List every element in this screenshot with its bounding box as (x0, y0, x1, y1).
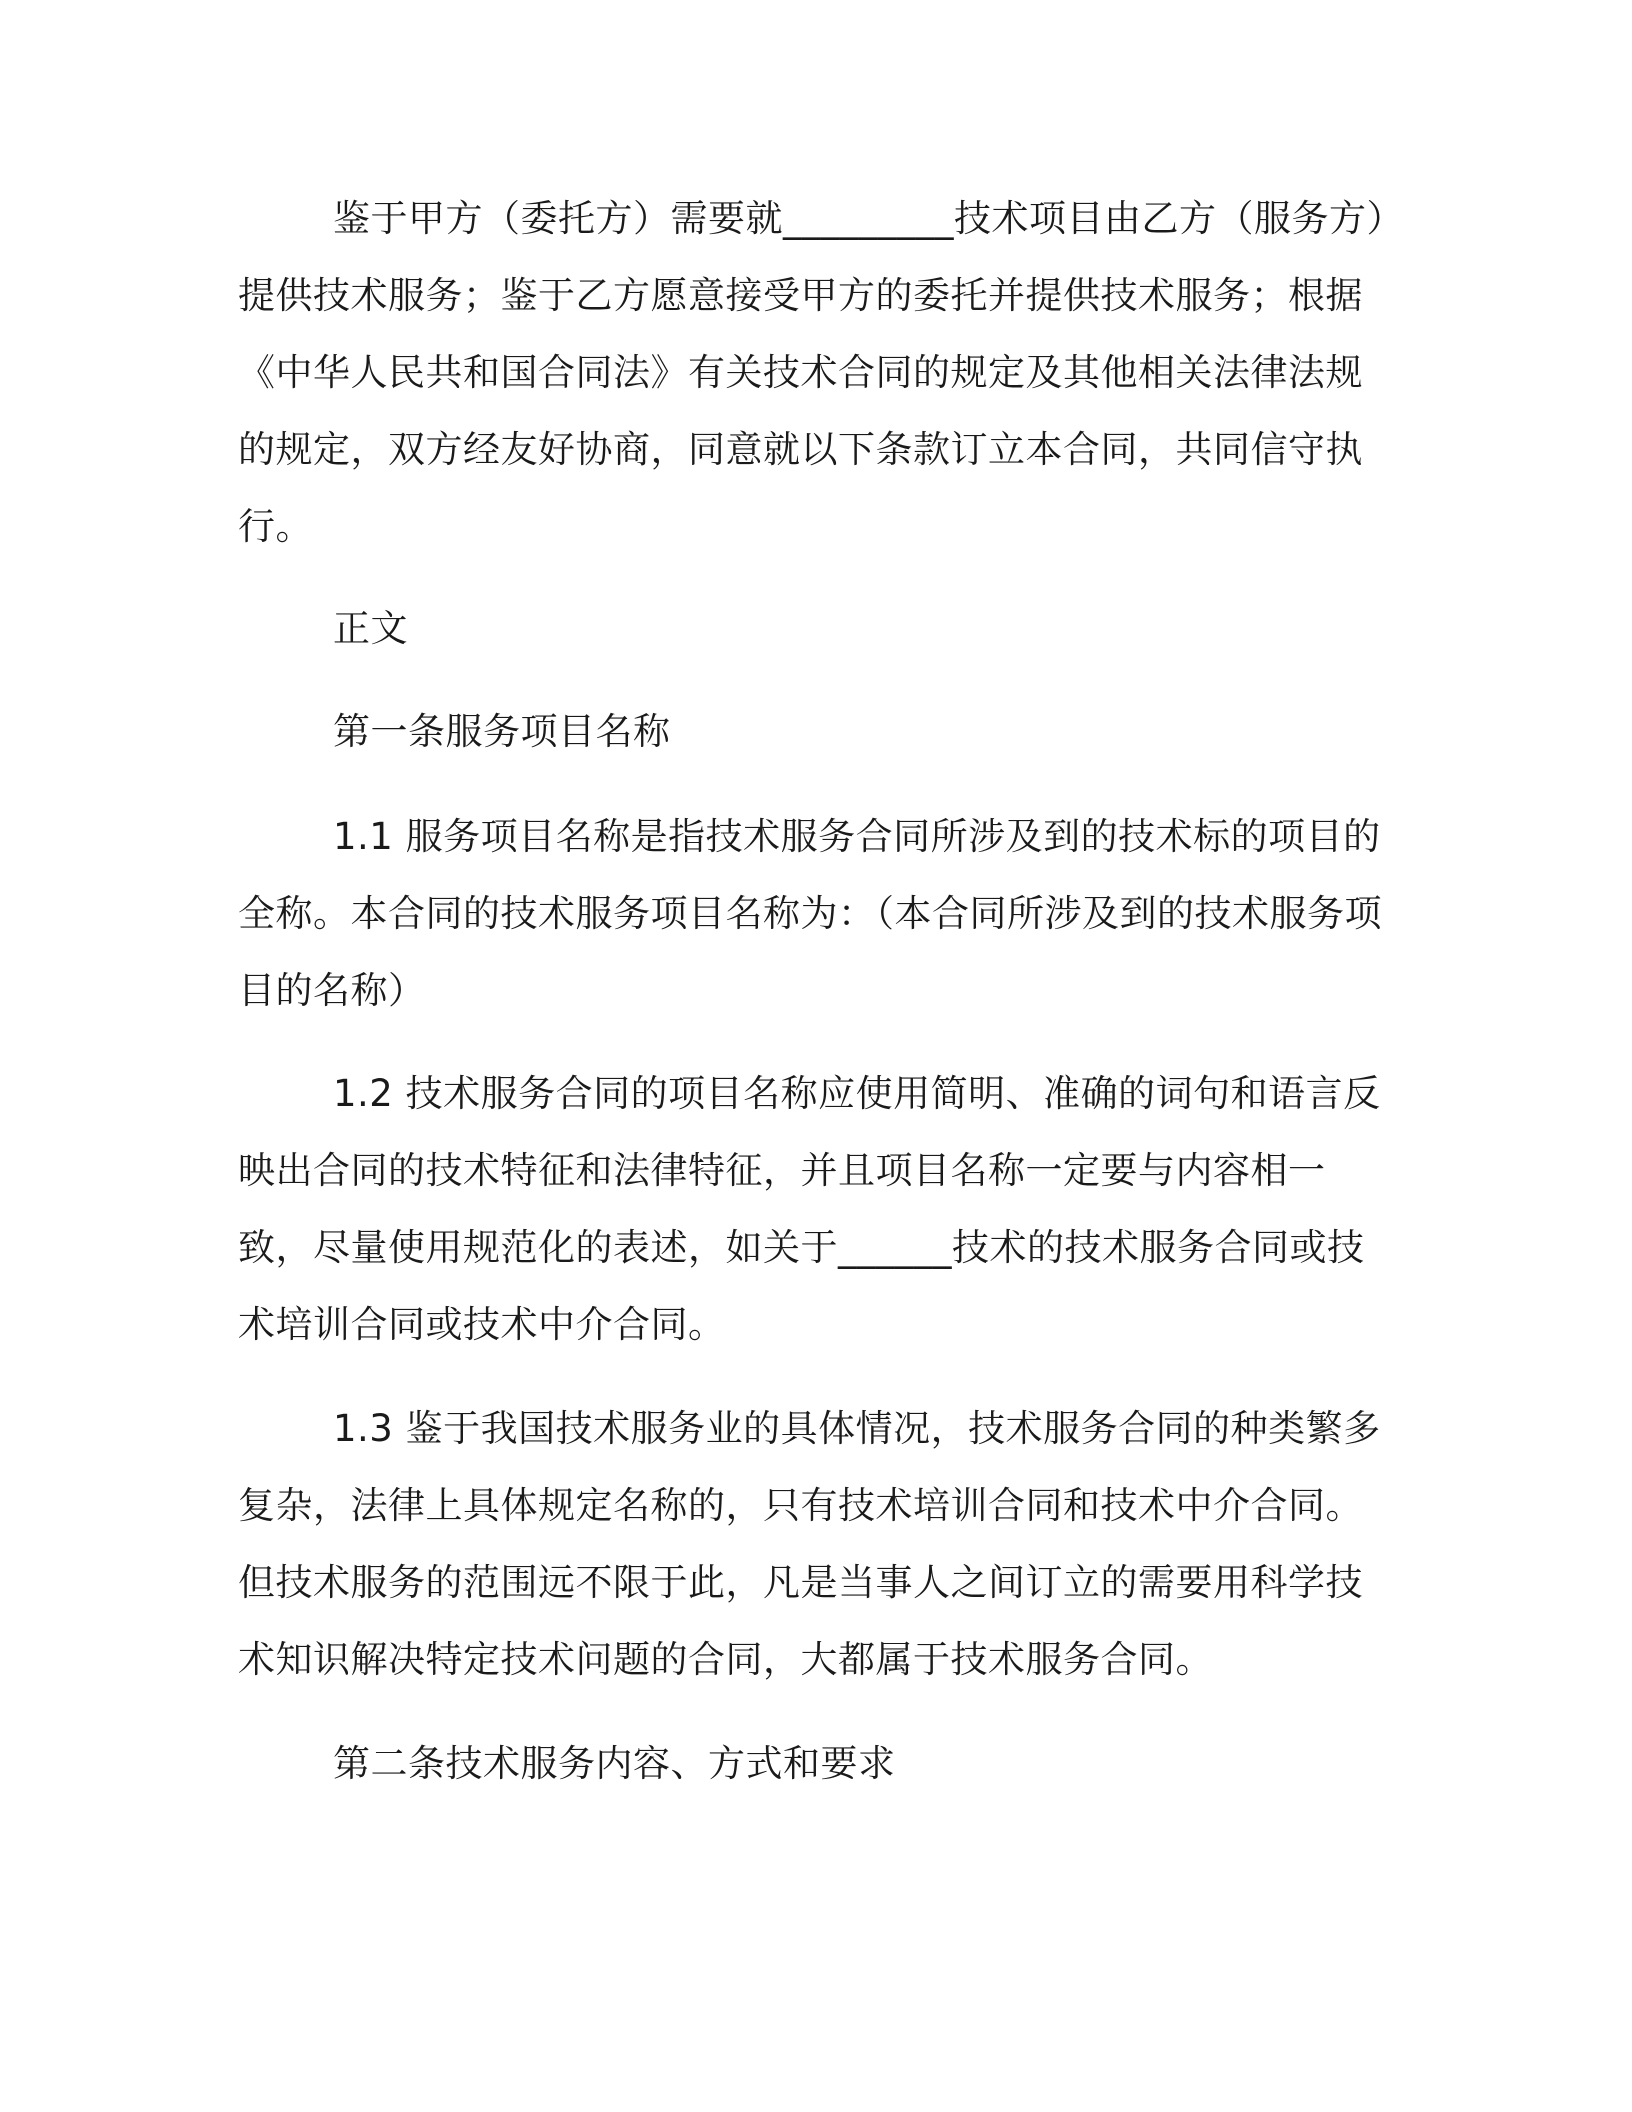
intro-paragraph: 鉴于甲方（委托方）需要就_________技术项目由乙方（服务方）提供技术服务；鉴于乙方愿意接受甲方的委托并提供技术服务；根据《中华人民共和国合同法》有关技术合同的规定及其他相关法律法规的规定，双方经友好协商，同意就以下条款订立本合同，共同信守执行。 (238, 197, 1386, 548)
clause-1-1-paragraph: 1.1 服务项目名称是指技术服务合同所涉及到的技术标的项目的全称。本合同的技术服务项目名称为：（本合同所涉及到的技术服务项目的名称） (238, 815, 1382, 1012)
body-heading: 正文 (333, 607, 408, 650)
article-2-heading: 第二条技术服务内容、方式和要求 (333, 1742, 896, 1785)
clause-1-3-paragraph: 1.3 鉴于我国技术服务业的具体情况，技术服务合同的种类繁多复杂，法律上具体规定名称的，只有技术培训合同和技术中介合同。但技术服务的范围远不限于此，凡是当事人之间订立的需要用科学技术知识解决特定技术问题的合同，大都属于技术服务合同。 (238, 1407, 1381, 1681)
clause-1-2-paragraph: 1.2 技术服务合同的项目名称应使用简明、准确的词句和语言反映出合同的技术特征和法律特征，并且项目名称一定要与内容相一致，尽量使用规范化的表述，如关于______技术的技术服务合同或技术培训合同或技术中介合同。 (238, 1072, 1381, 1346)
article-1-heading: 第一条服务项目名称 (333, 710, 671, 753)
